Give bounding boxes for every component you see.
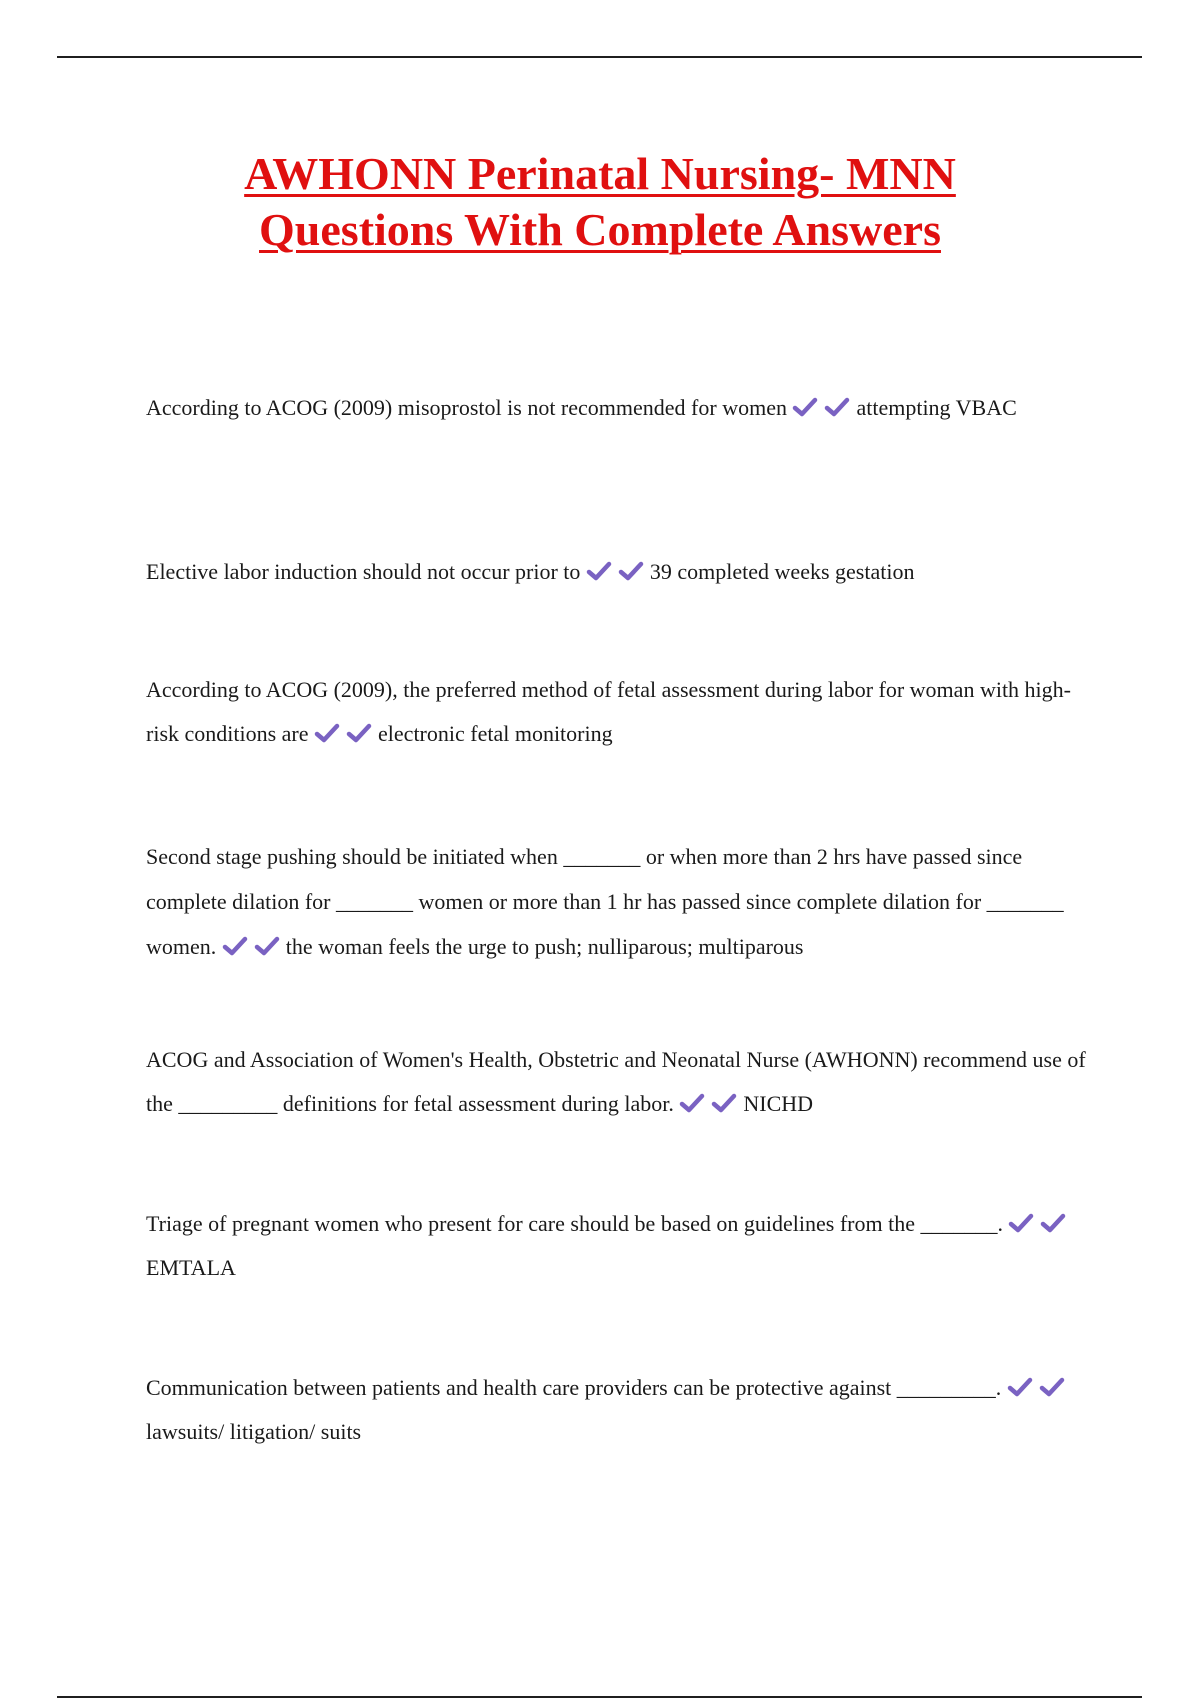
bottom-rule bbox=[57, 1696, 1142, 1698]
check-icon bbox=[314, 722, 340, 744]
question-text: Triage of pregnant women who present for care should be based on guidelines from the _______. bbox=[146, 1211, 1003, 1236]
check-icon bbox=[679, 1092, 705, 1114]
question-text: Elective labor induction should not occur prior to bbox=[146, 559, 581, 584]
page-title bbox=[0, 146, 1200, 258]
qa-item bbox=[146, 834, 1096, 969]
qa-item bbox=[146, 1202, 1096, 1290]
check-icon bbox=[1040, 1212, 1066, 1234]
qa-item bbox=[146, 550, 1096, 594]
qa-item bbox=[146, 386, 1096, 430]
answer-text: 39 completed weeks gestation bbox=[649, 559, 915, 584]
question-text: Communication between patients and health care providers can be protective against _________. bbox=[146, 1375, 1002, 1400]
question-text: According to ACOG (2009), the preferred method of fetal assessment during labor for woman with high-risk conditions are bbox=[146, 677, 1071, 746]
check-icon bbox=[1007, 1376, 1033, 1398]
qa-item bbox=[146, 1038, 1096, 1126]
answer-text: attempting VBAC bbox=[856, 395, 1017, 420]
top-rule bbox=[57, 56, 1142, 58]
answer-text: electronic fetal monitoring bbox=[378, 721, 613, 746]
check-icon bbox=[222, 935, 248, 957]
check-icon bbox=[1039, 1376, 1065, 1398]
check-icon bbox=[618, 560, 644, 582]
qa-item bbox=[146, 1366, 1096, 1454]
title-line-2: Questions With Complete Answers bbox=[259, 204, 941, 255]
qa-item bbox=[146, 668, 1096, 756]
check-icon bbox=[1008, 1212, 1034, 1234]
answer-text: NICHD bbox=[743, 1091, 814, 1116]
check-icon bbox=[792, 396, 818, 418]
question-text: Second stage pushing should be initiated when _______ or when more than 2 hrs have passed since complete dilation for _______ women or more than 1 hr has passed since complete dilation for _______ women. bbox=[146, 844, 1064, 959]
answer-text: lawsuits/ litigation/ suits bbox=[146, 1419, 362, 1444]
check-icon bbox=[824, 396, 850, 418]
question-text: ACOG and Association of Women's Health, Obstetric and Neonatal Nurse (AWHONN) recommend use of the _________ definitions for fetal assessment during labor. bbox=[146, 1047, 1086, 1116]
question-text: According to ACOG (2009) misoprostol is not recommended for women bbox=[146, 395, 787, 420]
check-icon bbox=[254, 935, 280, 957]
answer-text: EMTALA bbox=[146, 1255, 236, 1280]
check-icon bbox=[586, 560, 612, 582]
check-icon bbox=[711, 1092, 737, 1114]
check-icon bbox=[346, 722, 372, 744]
answer-text: the woman feels the urge to push; nulliparous; multiparous bbox=[285, 934, 804, 959]
title-line-1: AWHONN Perinatal Nursing- MNN bbox=[244, 148, 956, 199]
